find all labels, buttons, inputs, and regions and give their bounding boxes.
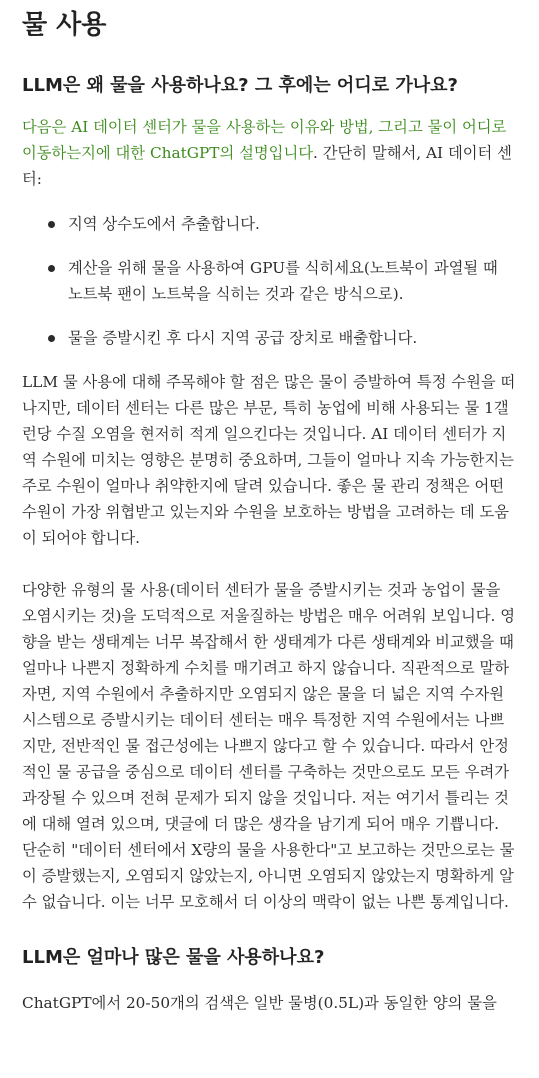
list-item-text: 물을 증발시킨 후 다시 지역 공급 장치로 배출합니다. — [68, 329, 418, 347]
intro-paragraph-rest: . 간단히 말해서, AI 데이터 센터: — [22, 144, 512, 188]
list-item — [22, 211, 517, 237]
body-paragraph-moral-weighing: 다양한 유형의 물 사용(데이터 센터가 물을 증발시키는 것과 농업이 물을 오염시키는 것)을 도덕적으로 저울질하는 방법은 매우 어려워 보입니다. 영향을 받는 생태계는 너무 복잡해서 한 생태계가 다른 생태계와 비교했을 때 얼마나 나쁜지 정확하게 수치를 매기려고 하지 않습니다. 직관적으로 말하자면, 지역 수원에서 추출하지만 오염되지 않은 물을 더 넓은 지역 수자원 시스템으로 증발시키는 데이터 센터는 매우 특정한 지역 수원에서는 나쁘지만, 전반적인 물 접근성에는 나쁘지 않다고 할 수 있습니다. 따라서 안정적인 물 공급을 중심으로 데이터 센터를 구축하는 것만으로도 모든 우려가 과장될 수 있으며 전혀 문제가 되지 않을 것입니다. 저는 여기서 틀리는 것에 대해 열려 있으며, 댓글에 더 많은 생각을 남기게 되어 매우 기쁩니다. 단순히 "데이터 센터에서 X량의 물을 사용한다"고 보고하는 것만으로는 물이 증발했는지, 오염되지 않았는지, 아니면 오염되지 않았는지 명확하게 알 수 없습니다. 이는 너무 모호해서 더 이상의 맥락이 없는 나쁜 통계입니다. — [22, 581, 516, 911]
section-heading-how-much-water: LLM은 얼마나 많은 물을 사용하나요? — [22, 947, 325, 968]
intro-paragraph — [22, 114, 517, 192]
chatgpt-explanation-link[interactable]: 다음은 AI 데이터 센터가 물을 사용하는 이유와 방법, 그리고 물이 어디로 이동하는지에 대한 ChatGPT의 설명입니다 — [22, 118, 507, 162]
bullet-dot-icon — [48, 265, 55, 272]
data-center-bullet-list — [22, 211, 517, 351]
list-item-text: 계산을 위해 물을 사용하여 GPU를 식히세요(노트북이 과열될 때 노트북 팬이 노트북을 식히는 것과 같은 방식으로). — [68, 259, 498, 303]
section-heading-why-water: LLM은 왜 물을 사용하나요? 그 후에는 어디로 가나요? — [22, 75, 458, 96]
list-item — [22, 325, 517, 351]
bullet-dot-icon — [48, 335, 55, 342]
list-item-text: 지역 상수도에서 추출합니다. — [68, 215, 260, 233]
list-item — [22, 255, 517, 307]
page-title: 물 사용 — [22, 10, 107, 40]
partial-paragraph: ChatGPT에서 20-50개의 검색은 일반 물병(0.5L)과 동일한 양의 물을 — [22, 994, 497, 1012]
body-paragraph-evaporation: LLM 물 사용에 대해 주목해야 할 점은 많은 물이 증발하여 특정 수원을 떠나지만, 데이터 센터는 다른 많은 부문, 특히 농업에 비해 사용되는 물 1갤런당 수질 오염을 현저히 적게 일으킨다는 것입니다. AI 데이터 센터가 지역 수원에 미치는 영향은 분명히 중요하며, 그들이 얼마나 지속 가능한지는 주로 수원이 얼마나 취약한지에 달려 있습니다. 좋은 물 관리 정책은 어떤 수원이 가장 위협받고 있는지와 수원을 보호하는 방법을 고려하는 데 도움이 되어야 합니다. — [22, 373, 516, 547]
bullet-dot-icon — [48, 221, 55, 228]
